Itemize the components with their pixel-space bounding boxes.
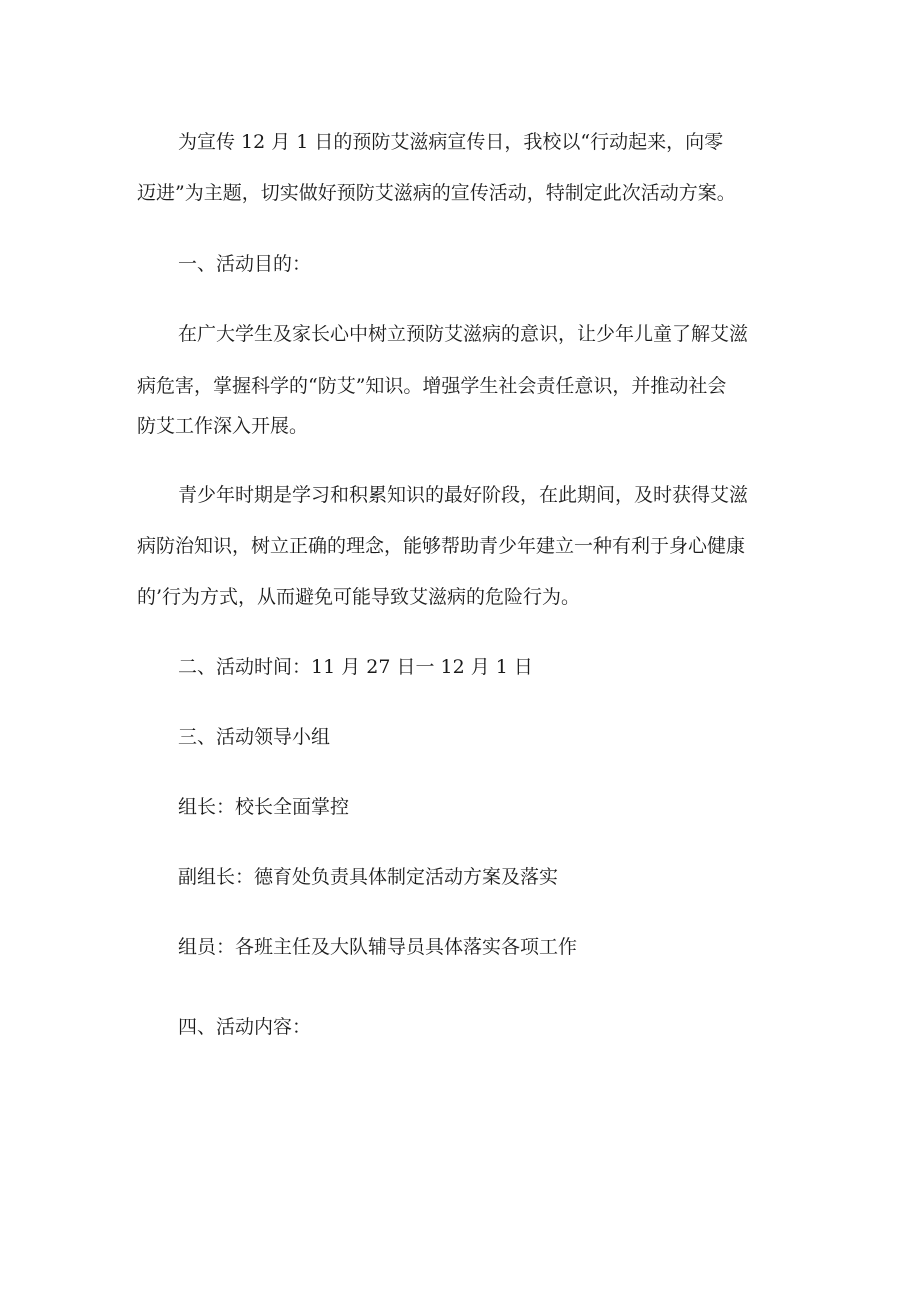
- section-1-para-2-line-2: 病防治知识，树立正确的理念，能够帮助青少年建立一种有利于身心健康: [137, 535, 746, 557]
- section-3-leader: 组长：校长全面掌控: [178, 796, 350, 818]
- section-1-para-1-line-3: 防艾工作深入开展。: [137, 415, 309, 437]
- section-1-para-2-line-1: 青少年时期是学习和积累知识的最好阶段，在此期间，及时获得艾滋: [178, 484, 749, 506]
- section-1-para-1-line-1: 在广大学生及家长心中树立预防艾滋病的意识，让少年儿童了解艾滋: [178, 323, 749, 345]
- section-2-heading: 二、活动时间：11 月 27 日一 12 月 1 日: [178, 656, 533, 678]
- section-1-para-2-line-3: 的’行为方式，从而避免可能导致艾滋病的危险行为。: [137, 586, 581, 608]
- section-1-heading: 一、活动目的：: [178, 253, 312, 275]
- intro-line-2: 迈进”为主题，切实做好预防艾滋病的宣传活动，特制定此次活动方案。: [137, 182, 736, 204]
- section-4-heading: 四、活动内容：: [178, 1016, 312, 1038]
- section-3-heading: 三、活动领导小组: [178, 726, 331, 748]
- section-3-deputy: 副组长：德育处负责具体制定活动方案及落实: [178, 866, 559, 888]
- section-1-para-1-line-2: 病危害，掌握科学的“防艾”知识。增强学生社会责任意识，并推动社会: [137, 375, 727, 397]
- section-3-members: 组员：各班主任及大队辅导员具体落实各项工作: [178, 936, 578, 958]
- intro-line-1: 为宣传 12 月 1 日的预防艾滋病宣传日，我校以“行动起来，向零: [178, 131, 724, 153]
